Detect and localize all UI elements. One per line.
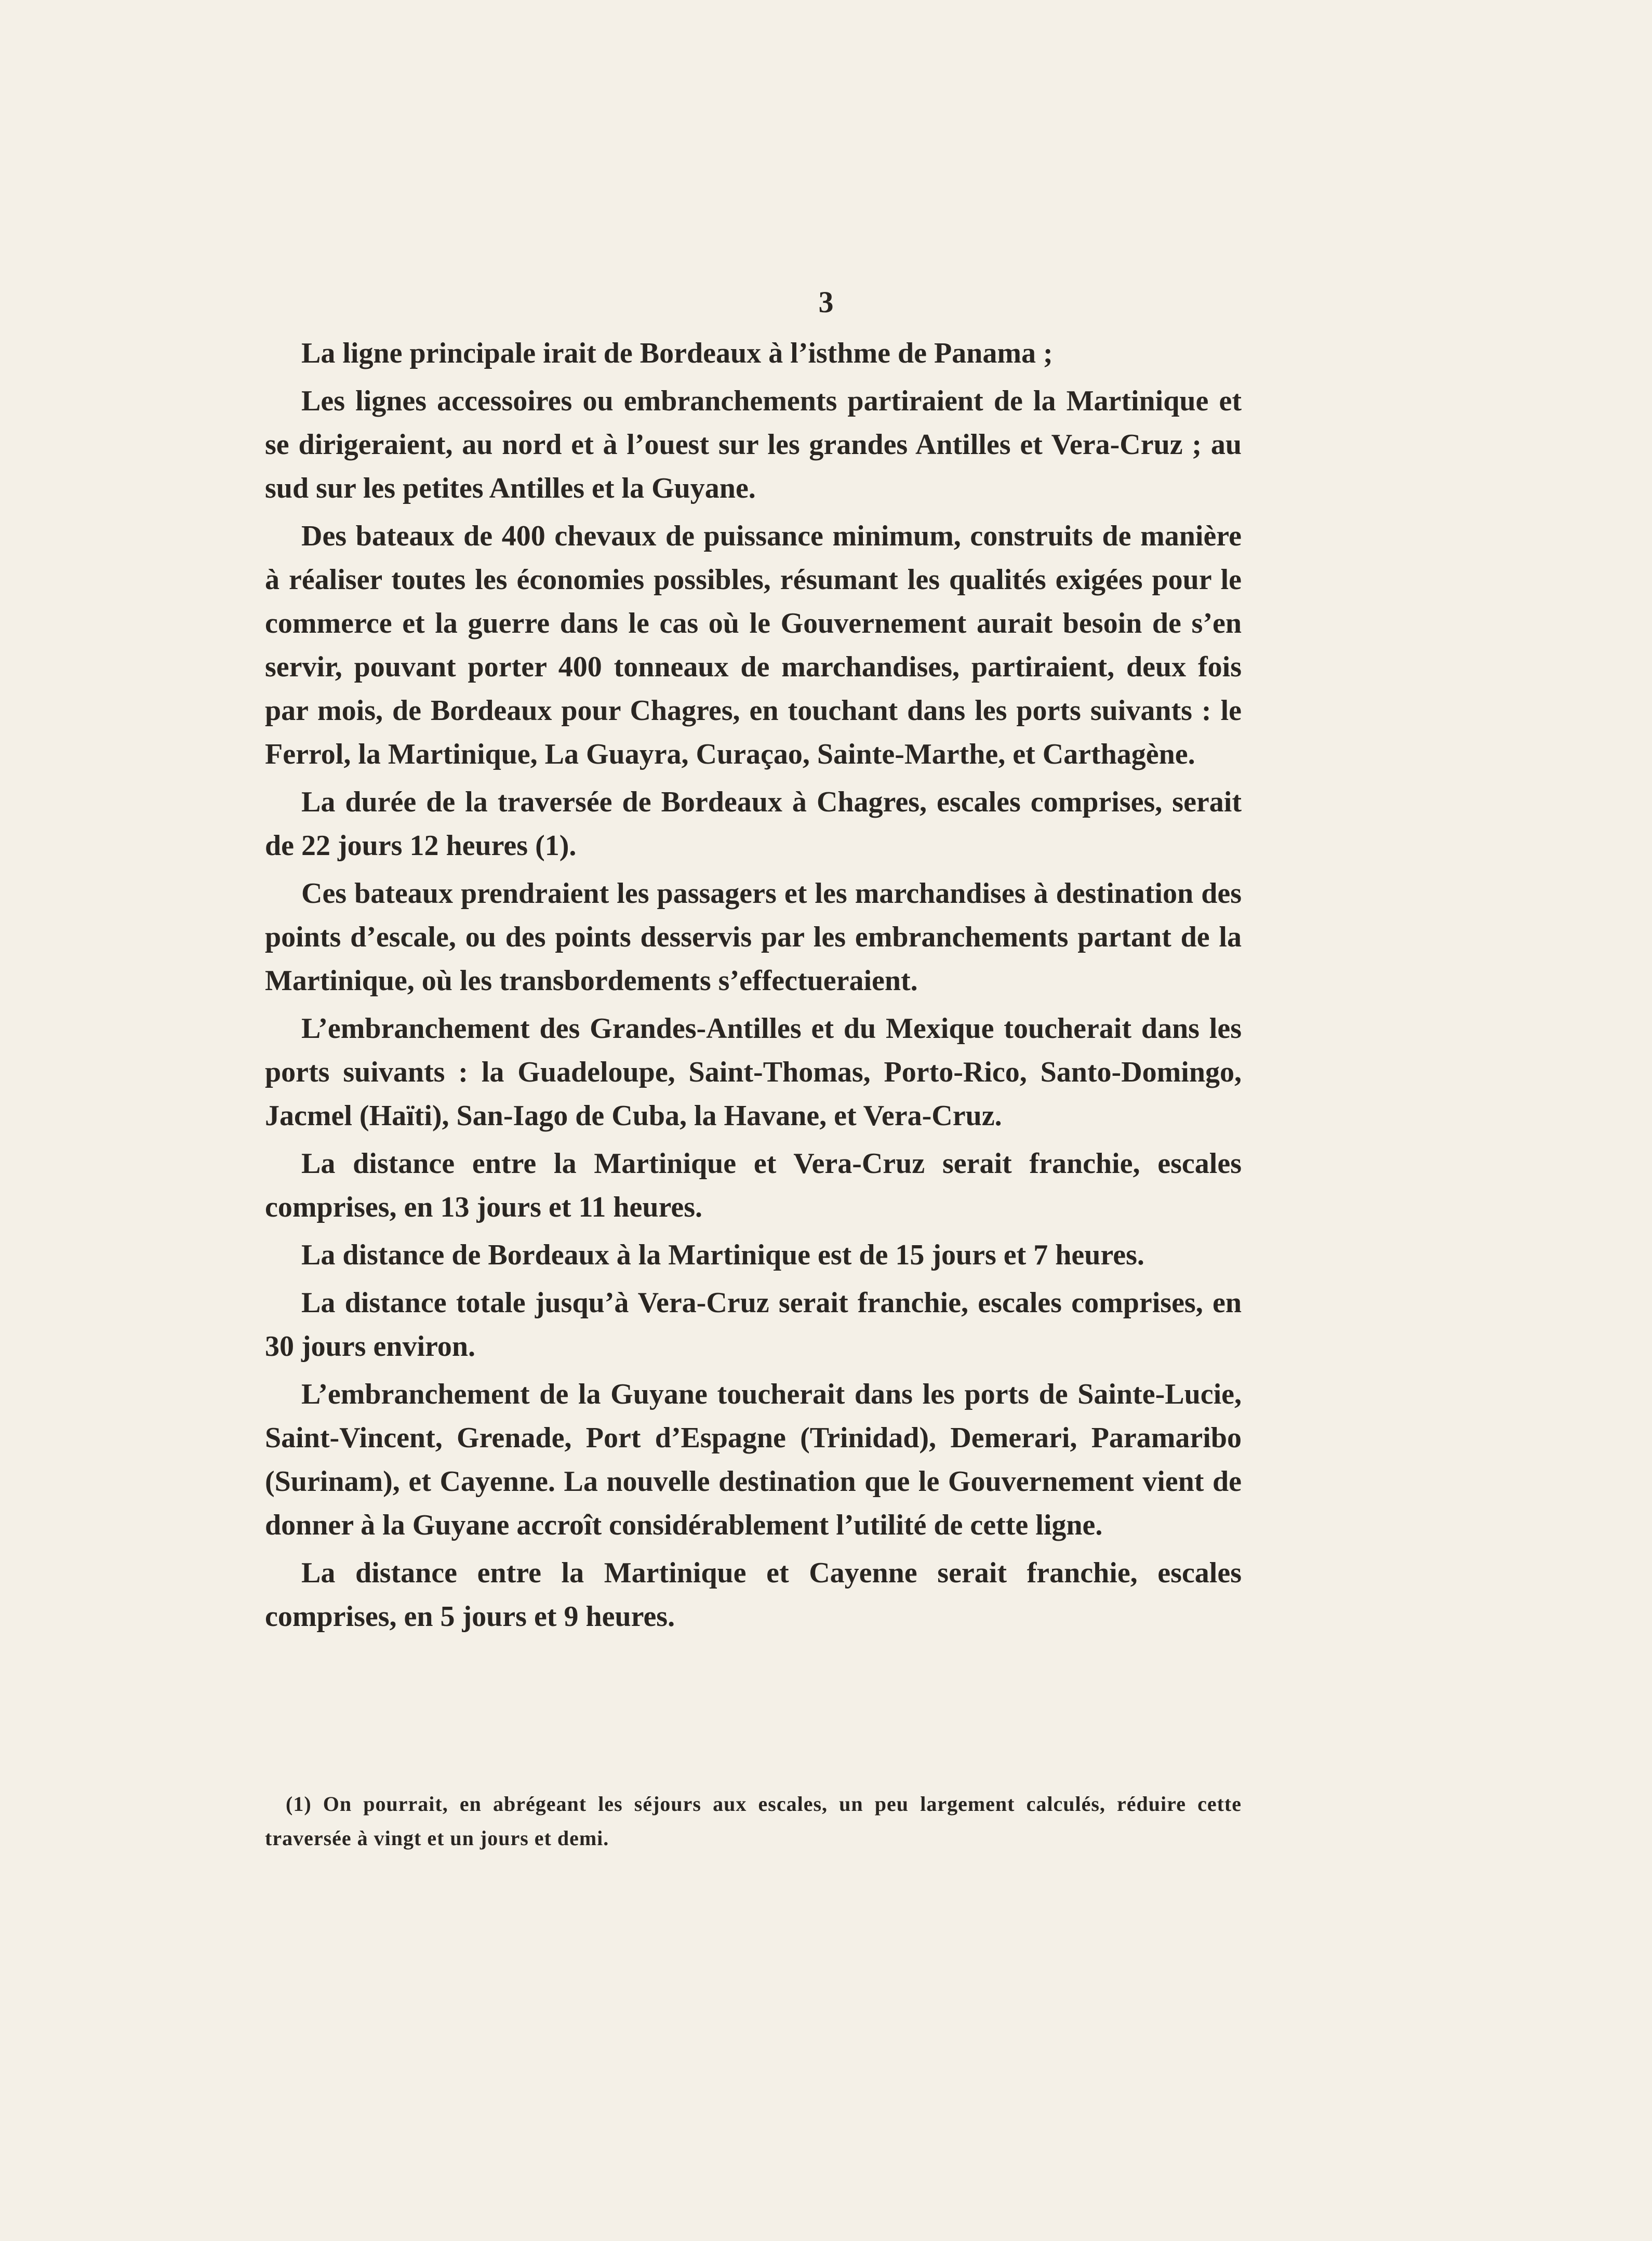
paragraph-martinique-veracruz: La distance entre la Martinique et Vera-Cruz serait franchie, escales comprises, en 13 jours et 11 heures.: [265, 1148, 1242, 1223]
paragraph-antilles-branch: L’embranchement des Grandes-Antilles et du Mexique toucherait dans les ports suivants : la Guadeloupe, Saint-Thomas, Porto-Rico, Santo-Domingo, Jacmel (Haïti), San-Iago de Cuba, la Havane, et Vera-Cruz.: [265, 1012, 1242, 1132]
footnote: (1) On pourrait, en abrégeant les séjours aux escales, un peu largement calculés, réduire cette traversée à vingt et un jours et demi.: [265, 1792, 1242, 1850]
paragraph-guyane-branch: L’embranchement de la Guyane toucherait dans les ports de Sainte-Lucie, Saint-Vincent, Grenade, Port d’Espagne (Trinidad), Demerari, Paramaribo (Surinam), et Cayenne. La nouvelle destination que le Gouvernement vient de donner à la Guyane accroît considérablement l’utilité de cette ligne.: [265, 1378, 1242, 1541]
paragraph-steamboats: Des bateaux de 400 chevaux de puissance minimum, construits de manière à réaliser toutes les économies possibles, résumant les qualités exigées pour le commerce et la guerre dans le cas où le Gouvernement aurait besoin de s’en servir, pouvant porter 400 tonneaux de marchandises, partiraient, deux fois par mois, de Bordeaux pour Chagres, en touchant dans les ports suivants : le Ferrol, la Martinique, La Guayra, Curaçao, Sainte-Marthe, et Carthagène.: [265, 520, 1242, 770]
paragraph-bordeaux-martinique: La distance de Bordeaux à la Martinique est de 15 jours et 7 heures.: [301, 1239, 1144, 1271]
paragraph-crossing-duration: La durée de la traversée de Bordeaux à Chagres, escales comprises, serait de 22 jours 12 heures (1).: [265, 786, 1242, 862]
paragraph-passengers: Ces bateaux prendraient les passagers et les marchandises à destination des points d’escale, ou des points desservis par les embranchements partant de la Martinique, où les transbordements s’effectueraient.: [265, 877, 1242, 997]
page-number: 3: [818, 285, 834, 319]
paragraph-secondary-lines: Les lignes accessoires ou embranchements partiraient de la Martinique et se dirigeraient, au nord et à l’ouest sur les grandes Antilles et Vera-Cruz ; au sud sur les petites Antilles et la Guyane.: [265, 385, 1242, 504]
body-text: [265, 331, 1242, 1643]
paragraph-total-distance: La distance totale jusqu’à Vera-Cruz serait franchie, escales comprises, en 30 jours environ.: [265, 1287, 1242, 1363]
paragraph-martinique-cayenne: La distance entre la Martinique et Cayenne serait franchie, escales comprises, en 5 jours et 9 heures.: [265, 1557, 1242, 1633]
paragraph-main-line: La ligne principale irait de Bordeaux à l’isthme de Panama ;: [301, 337, 1053, 369]
